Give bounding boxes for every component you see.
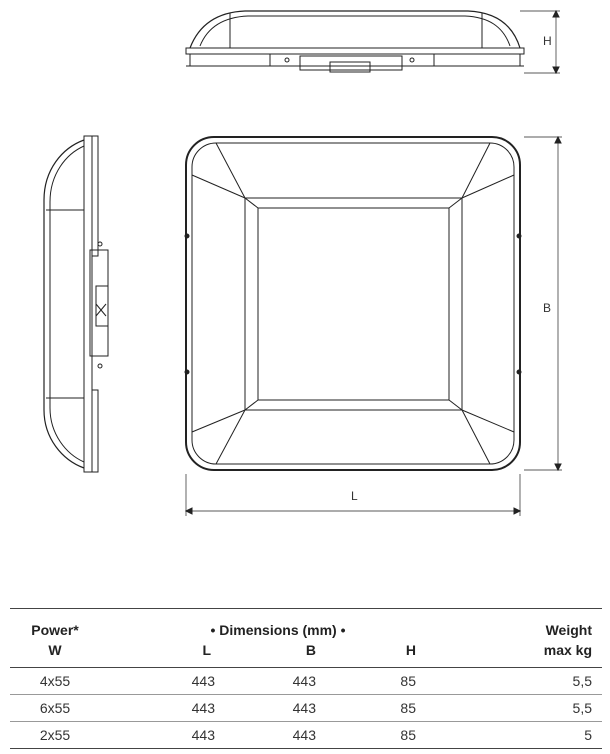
cell-b: 443 [292,673,316,689]
header-dimensions: • Dimensions (mm) • [100,609,417,641]
cell-b: 443 [292,700,316,716]
header-h: H [317,640,417,668]
header-l: L [100,640,215,668]
end-elevation-view [44,136,108,472]
cell-l: 443 [191,700,215,716]
header-row-2 [10,640,602,668]
dimension-h-label: H [543,34,552,48]
header-power-unit: W [10,640,100,668]
table-row [10,695,602,722]
cell-h: 85 [400,673,416,689]
cell-h: 85 [400,727,416,743]
table-row [10,668,602,695]
cell-power: 6x55 [39,700,71,716]
cell-weight: 5,5 [572,673,592,689]
header-weight: Weight [417,609,602,641]
header-weight-unit: max kg [417,640,602,668]
cell-weight: 5 [584,727,592,743]
header-power: Power* [10,609,100,641]
plan-view [185,137,521,470]
header-b: B [215,640,317,668]
header-row-1 [10,609,602,641]
cell-b: 443 [292,727,316,743]
dimension-b-label: B [543,301,552,315]
cell-l: 443 [191,673,215,689]
dimension-l-label: L [351,489,358,503]
cell-power: 4x55 [39,673,71,689]
cell-h: 85 [400,700,416,716]
dimension-h [520,11,560,73]
specification-table [10,608,602,749]
cell-weight: 5,5 [572,700,592,716]
side-elevation-view [186,11,524,72]
cell-l: 443 [191,727,215,743]
table-row [10,722,602,749]
cell-power: 2x55 [39,727,71,743]
